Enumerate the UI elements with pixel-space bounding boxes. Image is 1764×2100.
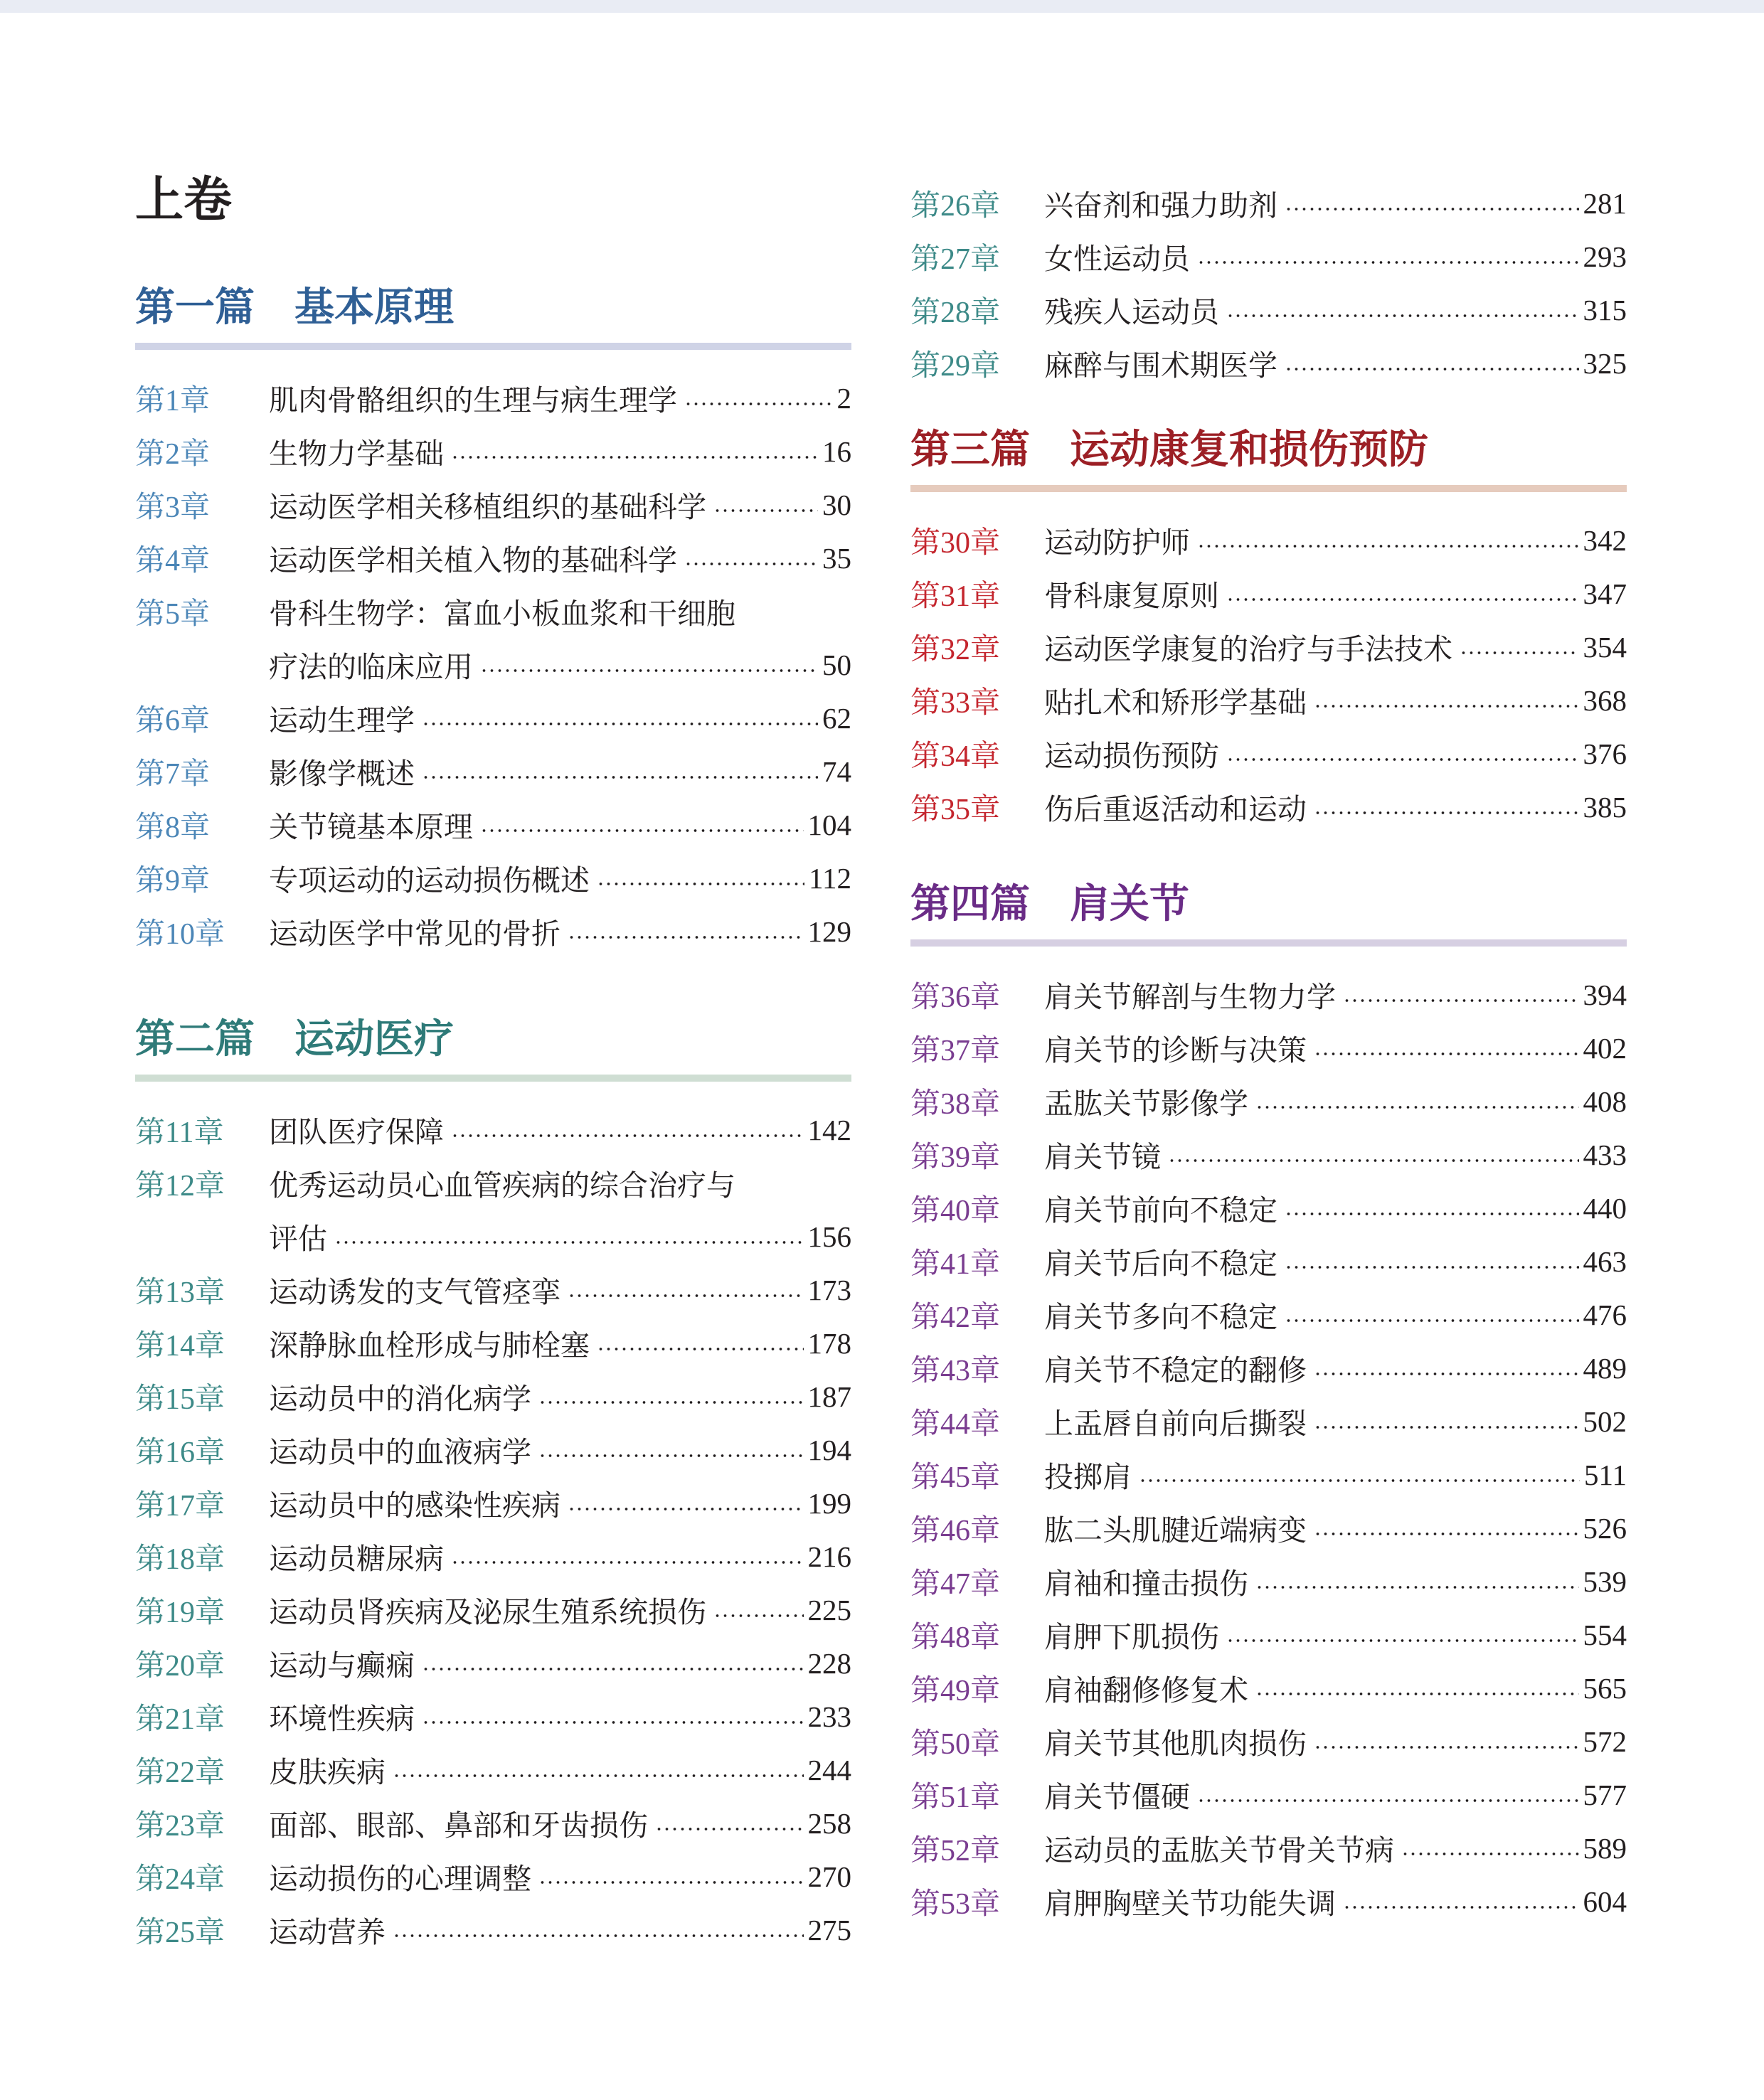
dot-leader <box>1314 1425 1579 1429</box>
chapter-number: 第34章 <box>910 740 1001 773</box>
chapter-title: 肩袖和撞击损伤 <box>1044 1567 1248 1601</box>
chapter-number: 第33章 <box>910 686 1001 720</box>
chapter-title: 肩袖翻修修复术 <box>1044 1673 1248 1707</box>
page-number: 244 <box>807 1753 851 1786</box>
dot-leader <box>1460 651 1579 655</box>
toc-entry <box>135 1690 851 1743</box>
toc-entry <box>135 1103 851 1156</box>
chapter-title: 肩关节前向不稳定 <box>1044 1193 1277 1227</box>
chapter-title: 肱二头肌腱近端病变 <box>1044 1513 1307 1547</box>
toc-entry <box>910 336 1627 390</box>
page-number: 565 <box>1583 1671 1627 1705</box>
chapter-number: 第10章 <box>135 917 225 951</box>
toc-entry <box>910 230 1627 283</box>
toc-entry <box>910 567 1627 620</box>
dot-leader <box>451 1134 804 1138</box>
page-number: 476 <box>1583 1298 1627 1331</box>
chapter-number: 第20章 <box>135 1649 225 1683</box>
chapter-title: 投掷肩 <box>1044 1460 1132 1494</box>
chapter-number: 第49章 <box>910 1674 1001 1707</box>
part-heading-4 <box>910 880 1627 947</box>
chapter-title: 运动医学康复的治疗与手法技术 <box>1044 632 1452 666</box>
dot-leader <box>422 1667 804 1671</box>
chapter-title: 运动员肾疾病及泌尿生殖系统损伤 <box>269 1595 706 1629</box>
dot-leader <box>422 1720 804 1725</box>
chapter-title: 运动医学中常见的骨折 <box>269 917 560 951</box>
chapter-number: 第48章 <box>910 1621 1001 1654</box>
chapter-title: 肩关节镜 <box>1044 1140 1161 1174</box>
dot-leader <box>1285 1212 1579 1216</box>
chapter-number: 第19章 <box>135 1596 225 1629</box>
chapter-number: 第26章 <box>910 189 1001 223</box>
toc-entry <box>910 1128 1627 1181</box>
page-number: 142 <box>807 1113 851 1146</box>
dot-leader <box>1401 1852 1579 1856</box>
page-number: 589 <box>1583 1831 1627 1865</box>
dot-leader <box>713 1614 804 1618</box>
chapter-number: 第30章 <box>910 526 1001 560</box>
page-number: 463 <box>1583 1244 1627 1278</box>
toc-entry <box>135 1530 851 1583</box>
chapter-title: 残疾人运动员 <box>1044 295 1219 329</box>
page-number: 526 <box>1583 1511 1627 1545</box>
chapter-title: 运动防护师 <box>1044 526 1190 560</box>
toc-entry-continuation <box>135 638 851 691</box>
chapter-title: 影像学概述 <box>269 757 415 791</box>
toc-entry <box>135 531 851 585</box>
chapter-title: 运动员中的感染性疾病 <box>269 1488 560 1523</box>
chapter-number: 第27章 <box>910 242 1001 276</box>
chapter-number: 第50章 <box>910 1727 1001 1761</box>
page-number: 342 <box>1583 523 1627 557</box>
chapter-title: 运动与癫痫 <box>269 1648 415 1683</box>
chapter-number: 第24章 <box>135 1862 225 1896</box>
chapter-number: 第17章 <box>135 1489 225 1523</box>
chapter-title: 上盂唇自前向后撕裂 <box>1044 1407 1307 1441</box>
dot-leader <box>1285 1265 1579 1269</box>
chapter-title: 运动生理学 <box>269 703 415 737</box>
toc-entry <box>135 1423 851 1476</box>
chapter-title: 麻醉与围术期医学 <box>1044 348 1277 383</box>
dot-leader <box>1314 1532 1579 1536</box>
chapter-title: 运动医学相关植入物的基础科学 <box>269 543 677 577</box>
chapter-title: 肩关节的诊断与决策 <box>1044 1033 1307 1067</box>
chapter-title: 肩胛胸壁关节功能失调 <box>1044 1887 1336 1921</box>
chapter-title: 运动营养 <box>269 1915 386 1949</box>
toc-entry <box>910 1288 1627 1341</box>
chapter-number: 第42章 <box>910 1301 1001 1334</box>
toc-entry <box>135 478 851 531</box>
chapter-title: 肩关节解剖与生物力学 <box>1044 980 1336 1014</box>
chapter-title: 优秀运动员心血管疾病的综合治疗与 <box>269 1168 735 1203</box>
chapter-list <box>910 513 1627 833</box>
toc-entry <box>910 1448 1627 1501</box>
chapter-title: 运动员中的消化病学 <box>269 1382 531 1416</box>
toc-entry <box>135 691 851 745</box>
toc-column-right <box>910 176 1627 1928</box>
chapter-number: 第18章 <box>135 1542 225 1576</box>
part-heading-3 <box>910 425 1627 492</box>
toc-entry <box>910 727 1627 780</box>
page-number: 394 <box>1583 978 1627 1011</box>
dot-leader <box>451 1560 804 1565</box>
part-rule <box>135 343 851 350</box>
chapter-number: 第36章 <box>910 981 1001 1014</box>
chapter-number: 第12章 <box>135 1169 225 1203</box>
toc-entry <box>910 780 1627 833</box>
chapter-list <box>135 1103 851 1956</box>
chapter-number: 第52章 <box>910 1834 1001 1867</box>
toc-entry <box>135 1156 851 1210</box>
page-number: 16 <box>822 435 851 468</box>
chapter-number: 第11章 <box>135 1116 224 1149</box>
chapter-list <box>910 176 1627 390</box>
toc-entry-continuation <box>135 1210 851 1263</box>
page-number: 376 <box>1583 737 1627 770</box>
toc-entry <box>910 1341 1627 1395</box>
dot-leader <box>684 402 833 406</box>
toc-entry <box>910 283 1627 336</box>
chapter-number: 第29章 <box>910 349 1001 383</box>
chapter-number: 第46章 <box>910 1514 1001 1547</box>
page-number: 275 <box>807 1913 851 1946</box>
chapter-number: 第38章 <box>910 1087 1001 1121</box>
dot-leader <box>480 828 804 833</box>
chapter-number: 第6章 <box>135 704 211 737</box>
dot-leader <box>334 1240 804 1244</box>
part-title: 第二篇 运动医疗 <box>135 1016 454 1062</box>
dot-leader <box>1285 367 1579 371</box>
chapter-number: 第8章 <box>135 811 211 844</box>
chapter-title: 皮肤疾病 <box>269 1755 386 1789</box>
dot-leader <box>1314 1052 1579 1056</box>
dot-leader <box>393 1774 804 1778</box>
chapter-title: 生物力学基础 <box>269 437 444 471</box>
part-heading-2 <box>135 1015 851 1082</box>
chapter-number: 第25章 <box>135 1916 225 1949</box>
toc-entry <box>910 176 1627 230</box>
page-number: 112 <box>809 861 851 895</box>
chapter-number: 第53章 <box>910 1887 1001 1921</box>
page-number: 347 <box>1583 577 1627 610</box>
dot-leader <box>1197 1798 1579 1803</box>
part-title: 第三篇 运动康复和损伤预防 <box>910 427 1428 473</box>
page-number: 293 <box>1583 240 1627 273</box>
page-number: 433 <box>1583 1138 1627 1171</box>
chapter-number: 第1章 <box>135 384 211 417</box>
toc-entry <box>135 1743 851 1796</box>
chapter-number: 第22章 <box>135 1756 225 1789</box>
page-number: 368 <box>1583 683 1627 717</box>
dot-leader <box>1255 1105 1579 1109</box>
toc-entry <box>135 1796 851 1850</box>
toc-entry <box>135 905 851 958</box>
page-number: 2 <box>836 381 851 415</box>
chapter-number: 第41章 <box>910 1247 1001 1281</box>
chapter-number: 第16章 <box>135 1436 225 1469</box>
dot-leader <box>451 455 818 459</box>
dot-leader <box>1226 597 1579 602</box>
chapter-number: 第44章 <box>910 1407 1001 1441</box>
chapter-title: 运动损伤预防 <box>1044 739 1219 773</box>
chapter-list <box>910 968 1627 1928</box>
chapter-title: 运动医学相关移植组织的基础科学 <box>269 490 706 524</box>
toc-entry <box>910 1501 1627 1555</box>
chapter-title: 肌肉骨骼组织的生理与病生理学 <box>269 383 677 417</box>
chapter-number: 第40章 <box>910 1194 1001 1227</box>
part-title: 第一篇 基本原理 <box>135 284 454 331</box>
dot-leader <box>568 1294 804 1298</box>
chapter-title: 运动员中的血液病学 <box>269 1435 531 1469</box>
chapter-number: 第28章 <box>910 296 1001 329</box>
dot-leader <box>538 1454 804 1458</box>
page-number: 187 <box>807 1380 851 1413</box>
part-rule <box>910 939 1627 947</box>
dot-leader <box>713 508 818 513</box>
page-number: 315 <box>1583 293 1627 326</box>
toc-entry <box>135 1903 851 1956</box>
toc-entry <box>910 1555 1627 1608</box>
dot-leader <box>1343 998 1579 1003</box>
page-number: 104 <box>807 808 851 841</box>
chapter-title: 疗法的临床应用 <box>269 650 473 684</box>
toc-entry <box>910 1768 1627 1821</box>
chapter-list <box>135 371 851 958</box>
dot-leader <box>1226 1638 1579 1643</box>
chapter-number: 第5章 <box>135 597 211 631</box>
dot-leader <box>1197 544 1579 548</box>
dot-leader <box>1314 1745 1579 1749</box>
top-band <box>0 0 1764 13</box>
part-rule <box>135 1075 851 1082</box>
dot-leader <box>422 775 818 779</box>
page-number: 35 <box>822 541 851 575</box>
toc-entry <box>910 1235 1627 1288</box>
chapter-number: 第45章 <box>910 1461 1001 1494</box>
toc-entry <box>910 1661 1627 1715</box>
dot-leader <box>538 1400 804 1405</box>
chapter-title: 环境性疾病 <box>269 1702 415 1736</box>
toc-entry <box>135 1316 851 1370</box>
toc-entry <box>910 968 1627 1021</box>
chapter-title: 团队医疗保障 <box>269 1115 444 1149</box>
dot-leader <box>393 1934 804 1938</box>
chapter-number: 第23章 <box>135 1809 225 1843</box>
chapter-number: 第7章 <box>135 757 211 791</box>
page-number: 225 <box>807 1593 851 1626</box>
toc-entry <box>135 425 851 478</box>
page-number: 258 <box>807 1806 851 1840</box>
page-number: 539 <box>1583 1565 1627 1598</box>
chapter-title: 骨科康复原则 <box>1044 579 1219 613</box>
dot-leader <box>1314 1372 1579 1376</box>
chapter-title: 运动员的盂肱关节骨关节病 <box>1044 1833 1394 1867</box>
page-number: 129 <box>807 915 851 948</box>
dot-leader <box>568 935 804 939</box>
toc-entry <box>135 1850 851 1903</box>
page-number: 502 <box>1583 1405 1627 1438</box>
toc-entry <box>910 1181 1627 1235</box>
page-number: 408 <box>1583 1084 1627 1118</box>
chapter-number: 第51章 <box>910 1781 1001 1814</box>
page-number: 554 <box>1583 1618 1627 1651</box>
dot-leader <box>1139 1478 1580 1483</box>
chapter-title: 肩关节其他肌肉损伤 <box>1044 1727 1307 1761</box>
chapter-number: 第4章 <box>135 544 211 577</box>
toc-entry <box>135 585 851 638</box>
toc-entry <box>135 745 851 798</box>
dot-leader <box>538 1880 804 1885</box>
chapter-number: 第47章 <box>910 1567 1001 1601</box>
dot-leader <box>1285 207 1579 211</box>
dot-leader <box>1255 1585 1579 1589</box>
page-number: 178 <box>807 1326 851 1360</box>
chapter-title: 贴扎术和矫形学基础 <box>1044 686 1307 720</box>
dot-leader <box>597 882 804 886</box>
dot-leader <box>1343 1905 1579 1909</box>
dot-leader <box>480 668 818 673</box>
dot-leader <box>1255 1692 1579 1696</box>
page-number: 281 <box>1583 186 1627 220</box>
toc-entry <box>135 371 851 425</box>
page-number: 577 <box>1583 1778 1627 1811</box>
chapter-number: 第35章 <box>910 793 1001 826</box>
chapter-title: 肩胛下肌损伤 <box>1044 1620 1219 1654</box>
toc-entry <box>135 798 851 851</box>
page-number: 489 <box>1583 1351 1627 1385</box>
dot-leader <box>684 562 818 566</box>
toc-entry <box>910 1821 1627 1875</box>
chapter-number: 第14章 <box>135 1329 225 1363</box>
chapter-title: 盂肱关节影像学 <box>1044 1087 1248 1121</box>
toc-entry <box>910 1608 1627 1661</box>
page-number: 402 <box>1583 1031 1627 1065</box>
page-number: 270 <box>807 1860 851 1893</box>
chapter-title: 深静脉血栓形成与肺栓塞 <box>269 1328 590 1363</box>
chapter-number: 第32章 <box>910 633 1001 666</box>
page-number: 354 <box>1583 630 1627 663</box>
dot-leader <box>1197 260 1579 265</box>
chapter-title: 关节镜基本原理 <box>269 810 473 844</box>
toc-entry <box>135 1263 851 1316</box>
chapter-number: 第39章 <box>910 1141 1001 1174</box>
chapter-number: 第37章 <box>910 1034 1001 1067</box>
chapter-title: 肩关节多向不稳定 <box>1044 1300 1277 1334</box>
chapter-title: 肩关节僵硬 <box>1044 1780 1190 1814</box>
chapter-number: 第13章 <box>135 1276 225 1309</box>
chapter-title: 肩关节不稳定的翻修 <box>1044 1353 1307 1387</box>
toc-entry <box>910 1715 1627 1768</box>
chapter-title: 运动损伤的心理调整 <box>269 1862 531 1896</box>
dot-leader <box>568 1507 804 1511</box>
page-number: 511 <box>1584 1458 1627 1491</box>
toc-entry <box>135 1370 851 1423</box>
dot-leader <box>1285 1318 1579 1323</box>
toc-column-left <box>135 283 851 1956</box>
toc-entry <box>135 1636 851 1690</box>
page-number: 572 <box>1583 1725 1627 1758</box>
chapter-number: 第43章 <box>910 1354 1001 1387</box>
chapter-title: 肩关节后向不稳定 <box>1044 1247 1277 1281</box>
page-number: 156 <box>807 1220 851 1253</box>
chapter-number: 第9章 <box>135 864 211 897</box>
part-heading-1 <box>135 283 851 350</box>
page-number: 74 <box>822 755 851 788</box>
toc-entry <box>910 513 1627 567</box>
page-number: 50 <box>822 648 851 681</box>
chapter-number: 第3章 <box>135 491 211 524</box>
chapter-title: 兴奋剂和强力助剂 <box>1044 188 1277 223</box>
chapter-title: 评估 <box>269 1222 327 1256</box>
page-number: 385 <box>1583 790 1627 824</box>
chapter-number: 第2章 <box>135 437 211 471</box>
dot-leader <box>1314 811 1579 815</box>
toc-entry <box>135 1583 851 1636</box>
page-number: 216 <box>807 1540 851 1573</box>
toc-entry <box>910 1875 1627 1928</box>
part-title: 第四篇 肩关节 <box>910 881 1189 927</box>
toc-entry <box>135 1476 851 1530</box>
dot-leader <box>1226 757 1579 762</box>
page-number: 325 <box>1583 346 1627 380</box>
dot-leader <box>1226 314 1579 318</box>
dot-leader <box>597 1347 804 1351</box>
page-number: 194 <box>807 1433 851 1466</box>
page-number: 228 <box>807 1646 851 1680</box>
toc-entry <box>910 1075 1627 1128</box>
dot-leader <box>422 722 818 726</box>
page-number: 173 <box>807 1273 851 1306</box>
toc-entry <box>135 851 851 905</box>
dot-leader <box>1168 1158 1579 1163</box>
volume-title: 上卷 <box>135 172 233 228</box>
chapter-title: 运动诱发的支气管痉挛 <box>269 1275 560 1309</box>
chapter-number: 第21章 <box>135 1702 225 1736</box>
page-number: 233 <box>807 1700 851 1733</box>
toc-entry <box>910 620 1627 673</box>
toc-entry <box>910 1395 1627 1448</box>
chapter-title: 专项运动的运动损伤概述 <box>269 863 590 897</box>
chapter-title: 运动员糖尿病 <box>269 1542 444 1576</box>
chapter-title: 面部、眼部、鼻部和牙齿损伤 <box>269 1808 648 1843</box>
dot-leader <box>655 1827 804 1831</box>
chapter-title: 骨科生物学：富血小板血浆和干细胞 <box>269 597 735 631</box>
chapter-number: 第15章 <box>135 1382 225 1416</box>
page-number: 62 <box>822 701 851 735</box>
chapter-title: 伤后重返活动和运动 <box>1044 792 1307 826</box>
dot-leader <box>1314 704 1579 708</box>
page-number: 30 <box>822 488 851 521</box>
page-number: 440 <box>1583 1191 1627 1225</box>
toc-entry <box>910 673 1627 727</box>
part-rule <box>910 485 1627 492</box>
chapter-number: 第31章 <box>910 580 1001 613</box>
page-number: 604 <box>1583 1885 1627 1918</box>
chapter-title: 女性运动员 <box>1044 242 1190 276</box>
toc-entry <box>910 1021 1627 1075</box>
page-number: 199 <box>807 1486 851 1520</box>
